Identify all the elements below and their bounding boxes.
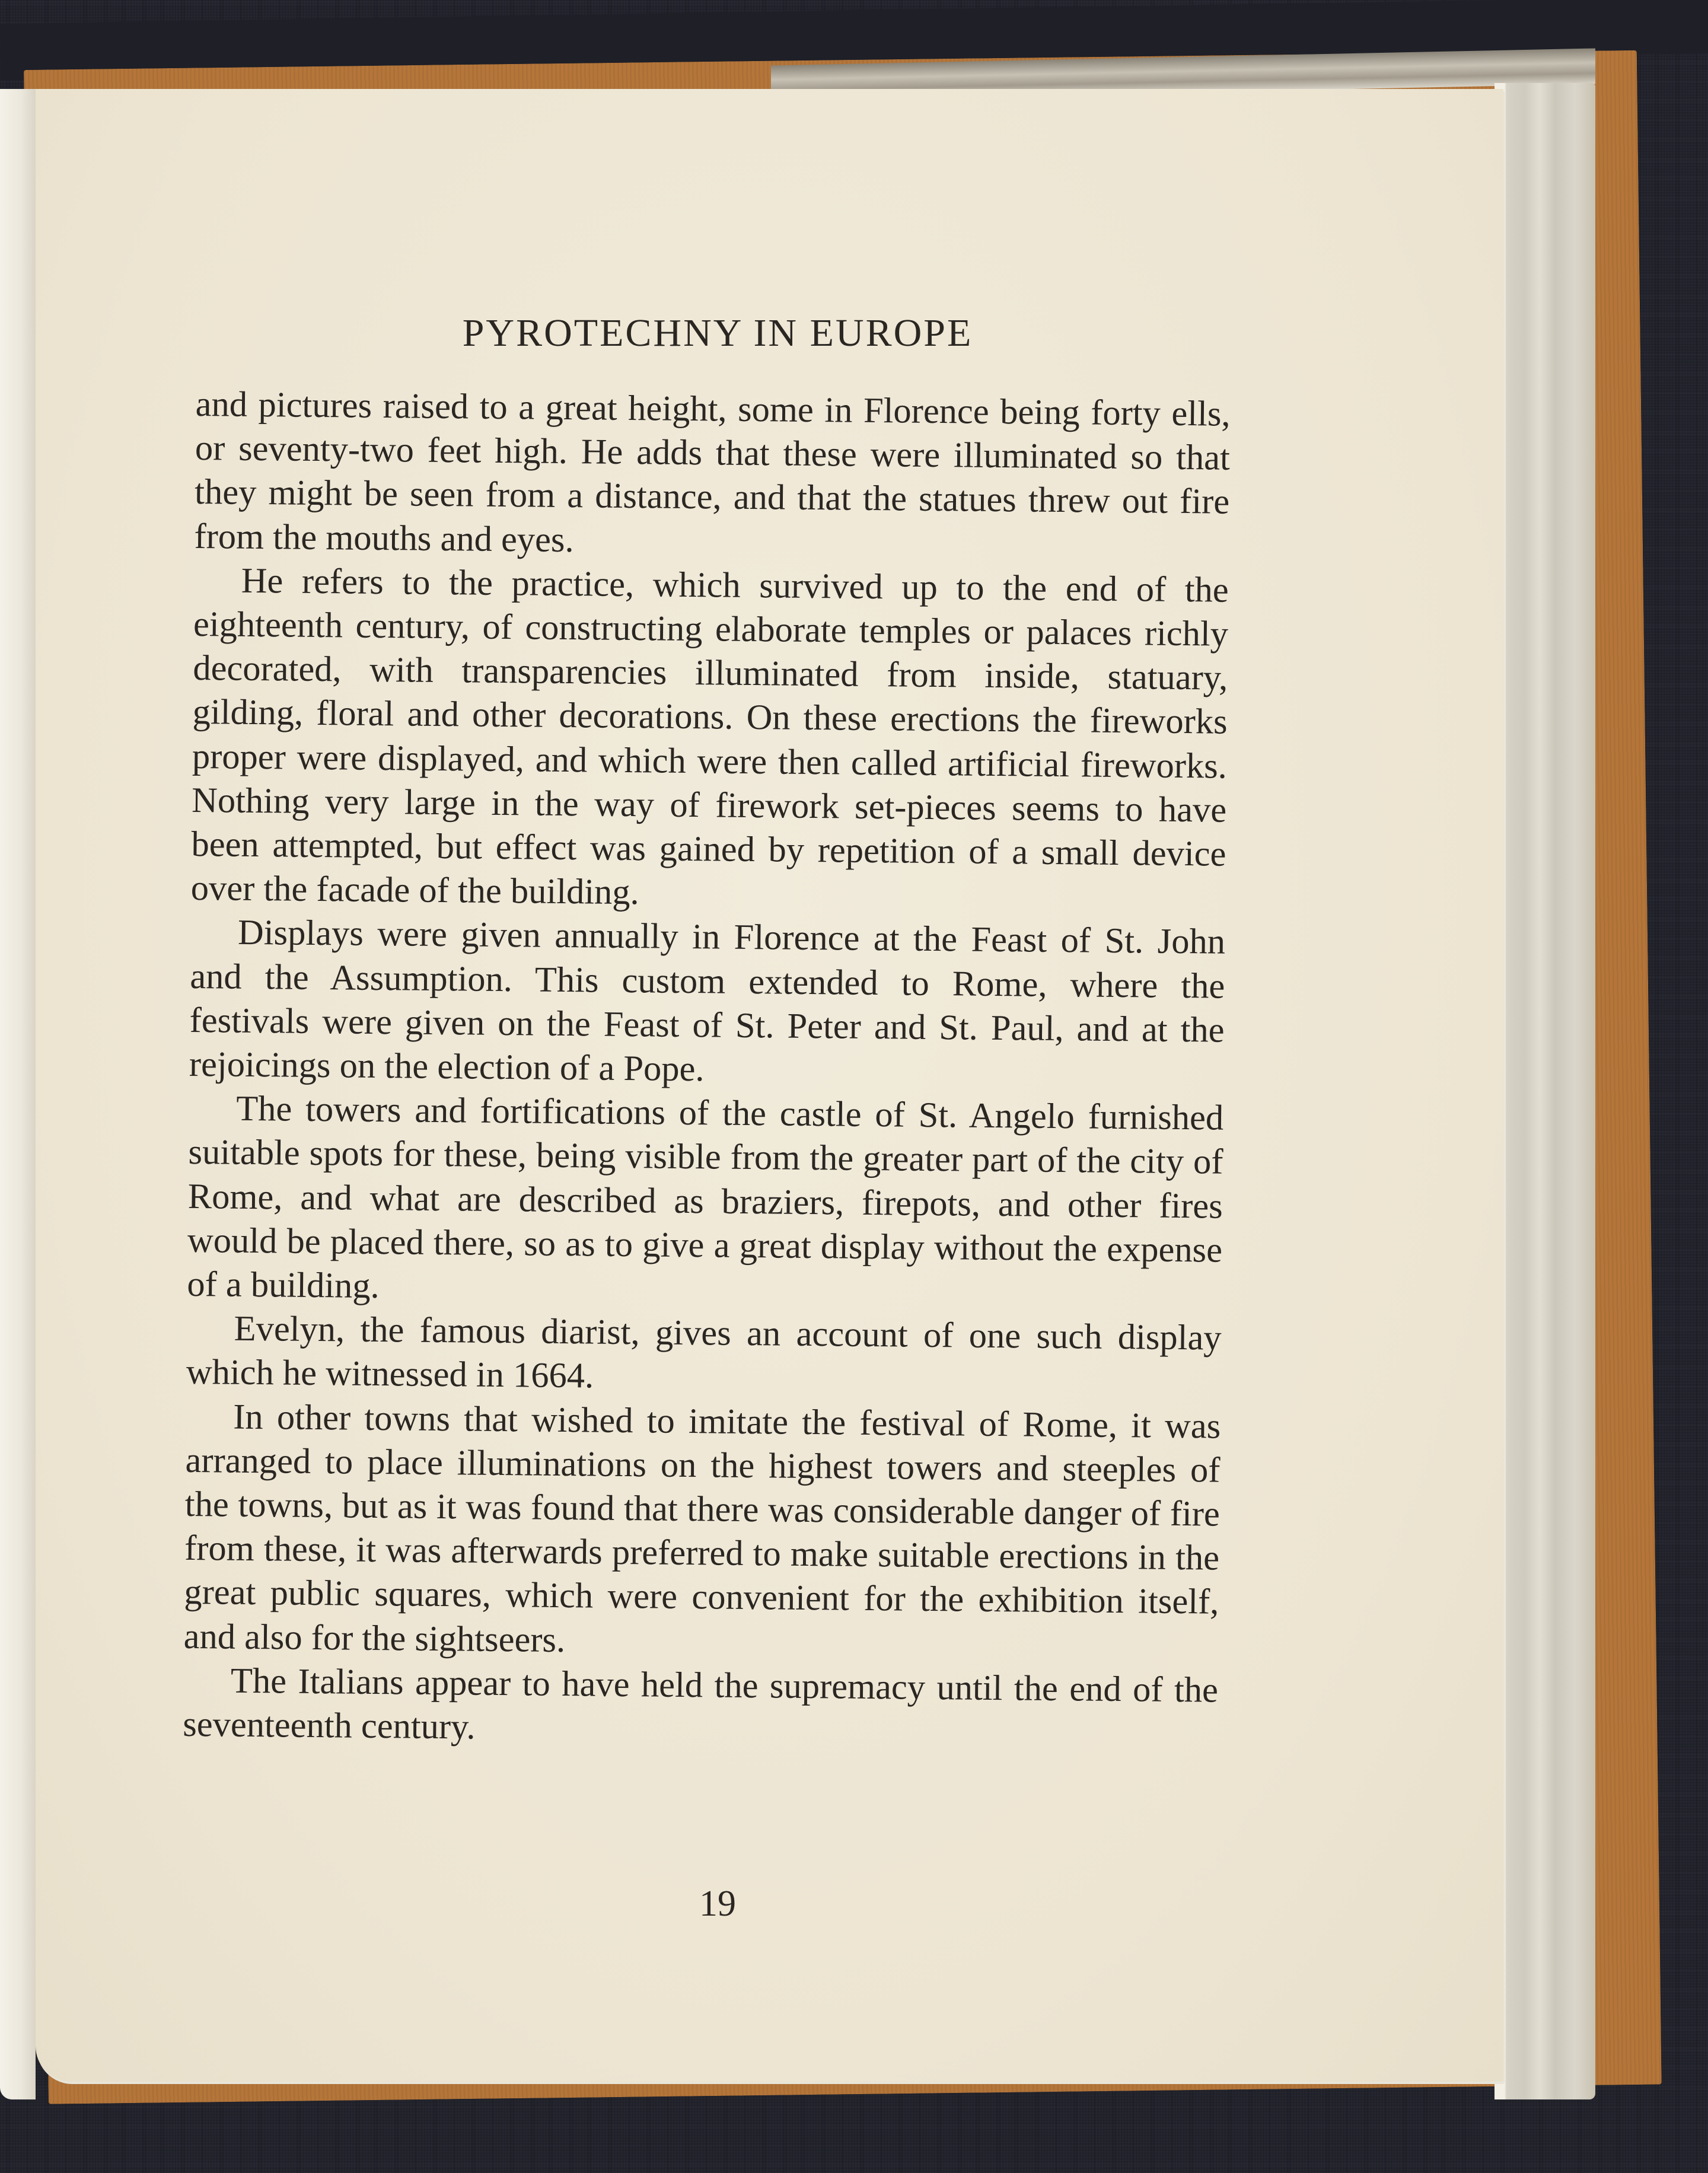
paragraph: and pictures raised to a great height, some in Florence being forty ells, or seventy-two feet high. He adds that these were illuminated so that they might be seen from a distance, and that the statues threw out fire from the mouths and eyes.	[194, 384, 1231, 560]
body-text	[183, 383, 1231, 1757]
paragraph: The towers and fortifications of the castle of St. Angelo furnished suitable spots for these, being visible from the greater part of the city of Rome, and what are described as braziers, firepots, and other fires would be placed there, so as to give a great display without the expense of a building.	[187, 1088, 1224, 1307]
running-head: PYROTECHNY IN EUROPE	[462, 311, 973, 355]
paragraph: Displays were given annually in Florence at the Feast of St. John and the Assumption. This custom extended to Rome, where the festivals were given on the Feast of St. Peter and St. Paul, and at the rejoicings on the election of a Pope.	[189, 913, 1226, 1089]
paragraph: He refers to the practice, which survived up to the end of the eighteenth century, of constructing elaborate temples or palaces richly decorated, with transparencies illuminated from inside, statuary, gilding, floral and other decorations. On these erections the fireworks proper were displayed, and which were then called artificial fireworks. Nothing very large in the way of firework set-pieces seems to have been attempted, but effect was gained by repetition of a small device over the facade of the building.	[190, 560, 1229, 913]
book-page	[36, 89, 1503, 2082]
paragraph: In other towns that wished to imitate the festival of Rome, it was arranged to place illuminations on the highest towers and steeples of the towns, but as it was found that there was considerable danger of fire from these, it was afterwards preferred to make suitable erections in the great public squares, which were convenient for the exhibition itself, and also for the sightseers.	[183, 1397, 1221, 1660]
page-block-fore-edge	[1494, 83, 1595, 2099]
page-number: 19	[699, 1884, 736, 1924]
paragraph: Evelyn, the famous diarist, gives an account of one such display which he witnessed in 1664.	[186, 1308, 1222, 1396]
paragraph: The Italians appear to have held the supremacy until the end of the seventeenth century.	[182, 1661, 1219, 1747]
facing-page-edge	[0, 89, 36, 2099]
